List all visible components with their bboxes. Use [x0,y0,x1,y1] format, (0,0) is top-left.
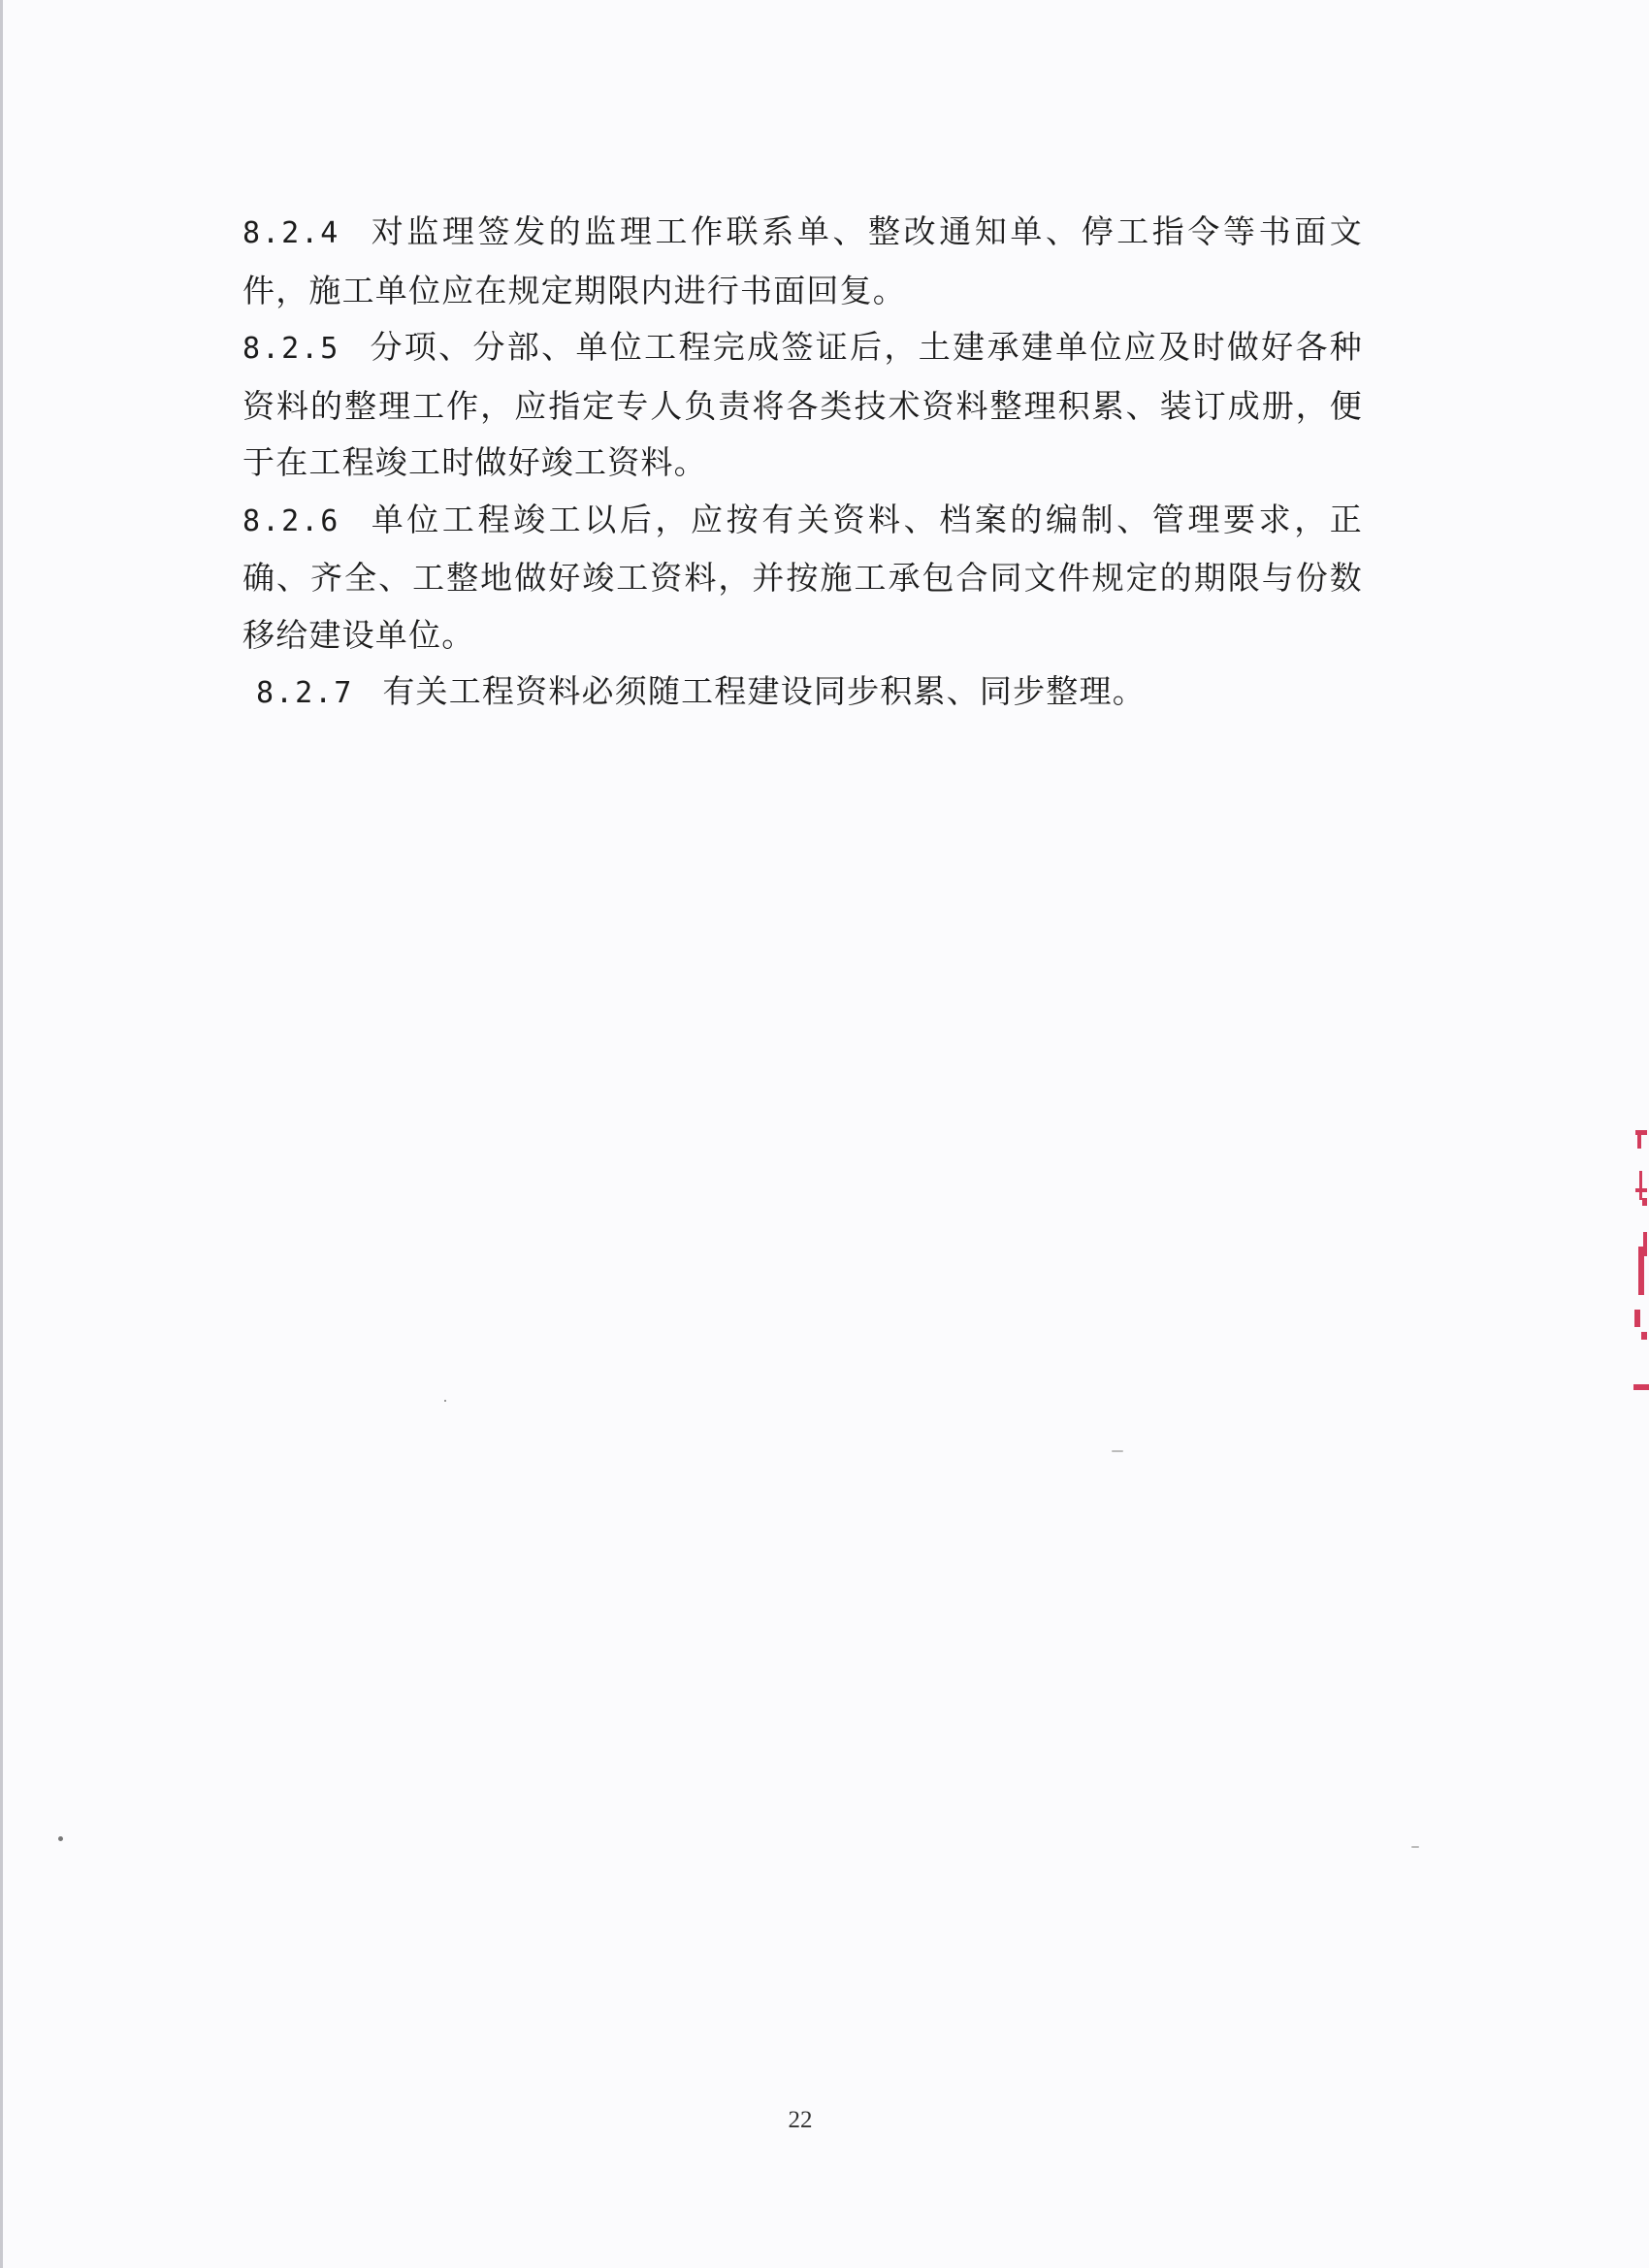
clause-number: 8.2.4 [242,216,340,250]
scan-speck [1411,1846,1419,1848]
document-body [242,204,1363,723]
clause-text: 分项、分部、单位工程完成签证后，土建承建单位应及时做好各种资料的整理工作，应指定专人负责将各类技术资料整理积累、装订成册，便于在工程竣工时做好竣工资料。 [242,328,1363,481]
clause-number: 8.2.5 [242,332,340,366]
scan-speck [1112,1450,1123,1452]
red-seal-fragment [1633,1130,1649,1392]
clause-number: 8.2.7 [256,676,354,710]
clause-8-2-5 [242,319,1363,492]
seal-strokes [1633,1130,1649,1390]
clause-text: 单位工程竣工以后，应按有关资料、档案的编制、管理要求，正确、齐全、工整地做好竣工资料，并按施工承包合同文件规定的期限与份数移给建设单位。 [242,500,1363,654]
page-number: 22 [788,2107,813,2133]
clause-text: 有关工程资料必须随工程建设同步积累、同步整理。 [382,672,1146,710]
clause-number: 8.2.6 [242,503,340,538]
clause-8-2-7 [256,664,1363,723]
scan-speck [58,1836,63,1841]
scan-speck [444,1400,446,1402]
clause-8-2-6 [242,492,1363,664]
clause-8-2-4 [242,204,1363,319]
clause-text: 对监理签发的监理工作联系单、整改通知单、停工指令等书面文件，施工单位应在规定期限内进行书面回复。 [242,212,1363,309]
scan-left-edge [0,0,3,2268]
